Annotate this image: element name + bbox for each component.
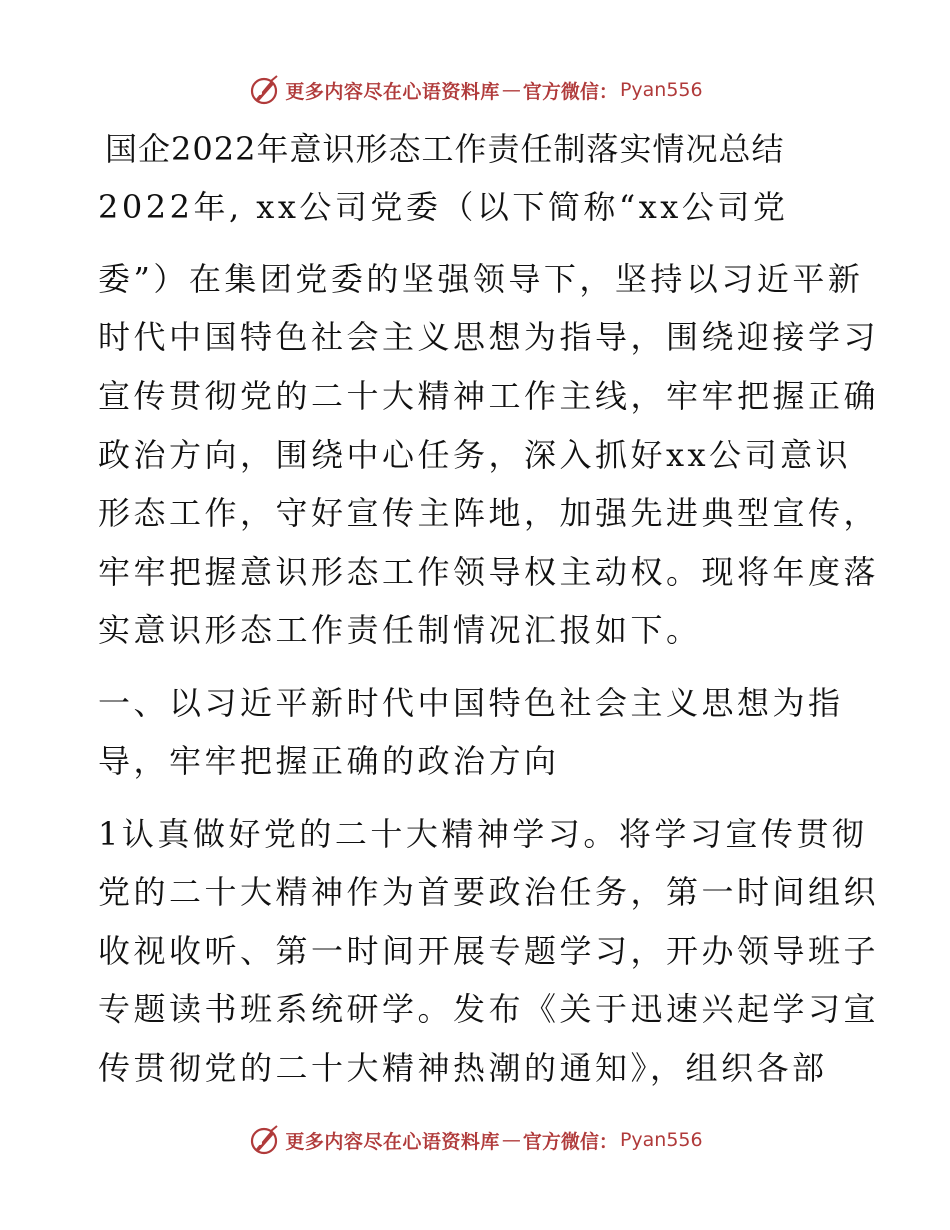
banner-wechat-id: Pyan556	[619, 1129, 703, 1151]
footer-watermark-banner	[0, 1120, 950, 1160]
banner-main-text: 更多内容尽在心语资料库	[285, 1130, 500, 1153]
body-line-4: 宣传贯彻党的二十大精神工作主线，牢牢把握正确	[98, 377, 880, 415]
body-line-12: 专题读书班系统研学。发布《关于迅速兴起学习宣	[98, 990, 880, 1028]
banner-dash: —	[501, 1129, 521, 1151]
banner-wechat-label: 官方微信：	[522, 80, 618, 103]
body-line-6: 形态工作，守好宣传主阵地，加强先进典型宣传，	[98, 494, 880, 532]
body-line-1: 2022年, xx公司党委（以下简称“xx公司党	[98, 188, 789, 226]
body-line-7: 牢牢把握意识形态工作领导权主动权。现将年度落	[98, 553, 880, 591]
header-watermark-banner	[0, 70, 950, 110]
banner-dash: —	[501, 79, 521, 101]
quill-pen-logo-icon	[247, 1123, 281, 1157]
body-line-11: 收视收听、第一时间开展专题学习，开办领导班子	[98, 932, 880, 970]
section-heading-line-2: 导，牢牢把握正确的政治方向	[98, 742, 560, 780]
banner-wechat-label: 官方微信：	[522, 1130, 618, 1153]
body-line-9: 1认真做好党的二十大精神学习。将学习宣传贯彻	[98, 815, 868, 853]
document-title: 国企2022年意识形态工作责任制落实情况总结	[105, 130, 785, 168]
quill-pen-logo-icon	[247, 73, 281, 107]
body-line-2: 委”）在集团党委的坚强领导下，坚持以习近平新	[98, 260, 864, 298]
banner-wechat-id: Pyan556	[619, 79, 703, 101]
section-heading-line-1: 一、以习近平新时代中国特色社会主义思想为指	[98, 684, 844, 722]
body-line-13: 传贯彻党的二十大精神热潮的通知》，组织各部	[98, 1049, 828, 1087]
banner-main-text: 更多内容尽在心语资料库	[285, 80, 500, 103]
body-line-5: 政治方向，围绕中心任务，深入抓好xx公司意识	[98, 436, 852, 474]
body-line-10: 党的二十大精神作为首要政治任务，第一时间组织	[98, 873, 880, 911]
body-line-3: 时代中国特色社会主义思想为指导，围绕迎接学习	[98, 318, 880, 356]
body-line-8: 实意识形态工作责任制情况汇报如下。	[98, 611, 702, 649]
